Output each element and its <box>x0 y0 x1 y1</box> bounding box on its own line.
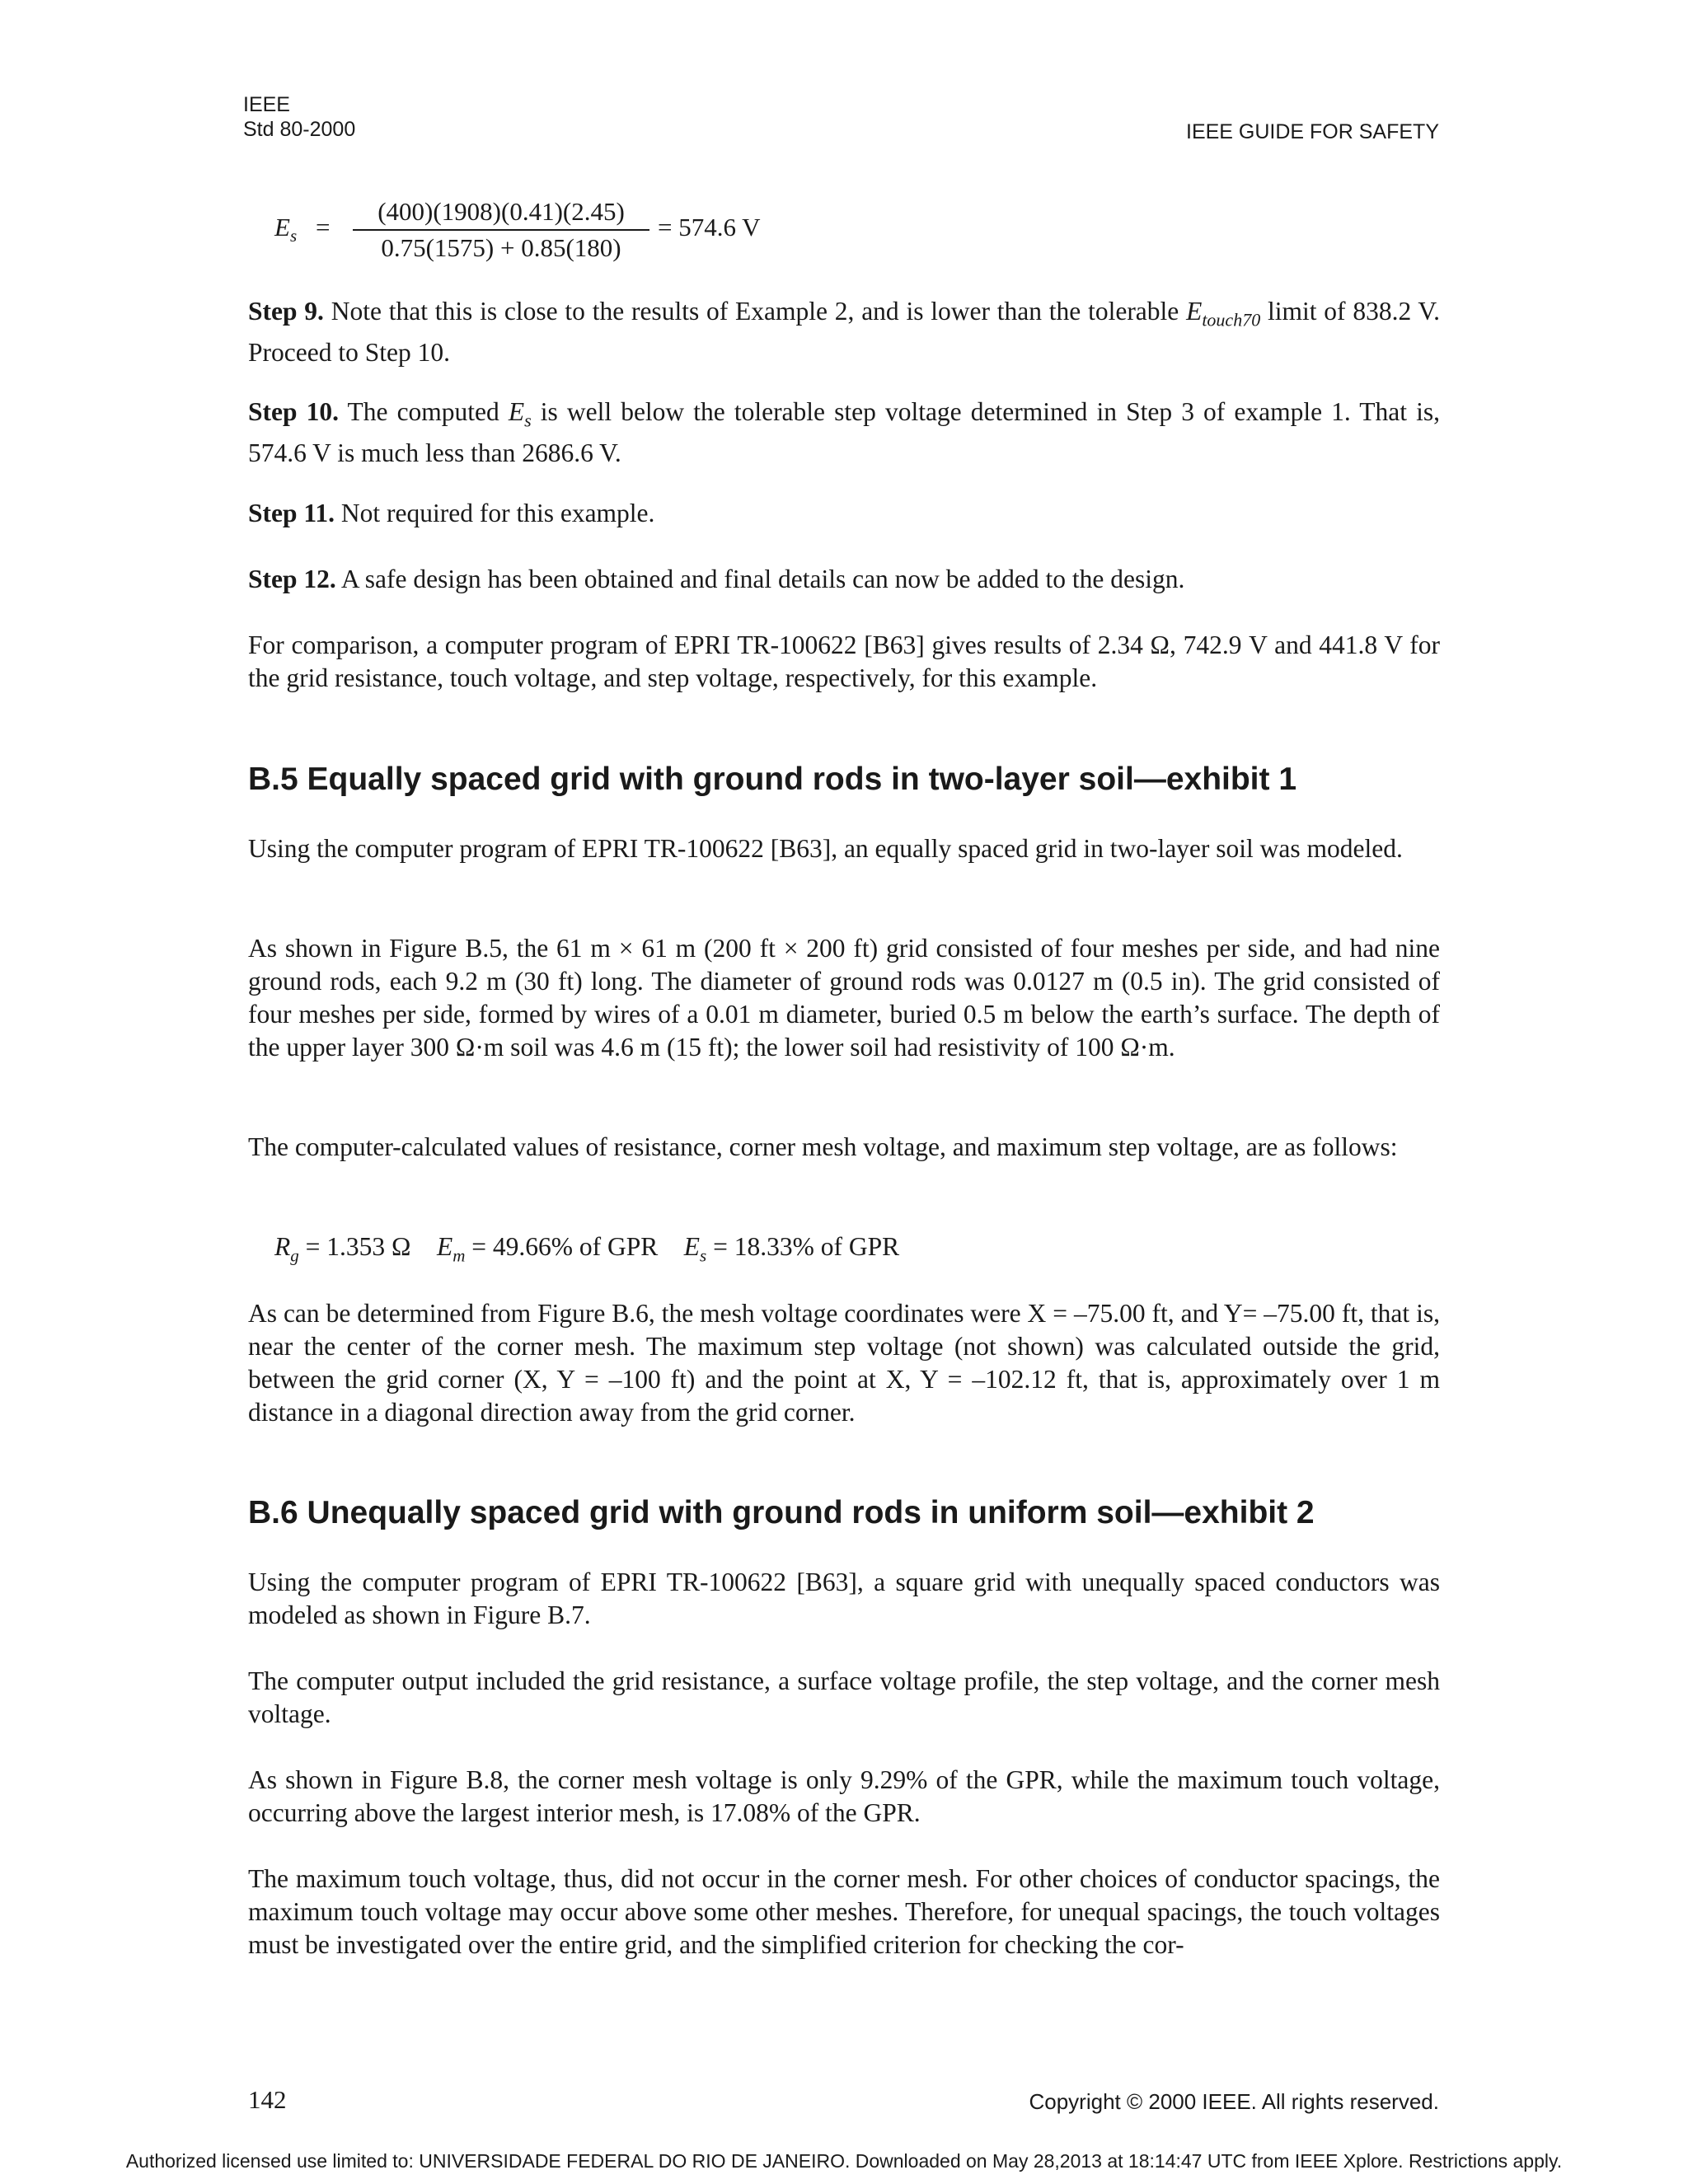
equation-result: = 574.6 V <box>658 213 761 241</box>
b5-paragraph-1: Using the computer program of EPRI TR-100622 [B63], an equally spaced grid in two-layer soil was modeled. <box>248 834 1403 863</box>
b6-paragraph-3: As shown in Figure B.8, the corner mesh voltage is only 9.29% of the GPR, while the maximum touch voltage, occurring above the largest interior mesh, is 17.08% of the GPR. <box>248 1765 1440 1827</box>
section-heading-b6: B.6 Unequally spaced grid with ground rods in uniform soil—exhibit 2 <box>248 1495 1315 1530</box>
b5-results-equation: $R_g = 1.353$ Ω $E_m = 49.66\%$ of GPR $E_s = 18.33\%$ of GPR <box>274 1232 900 1266</box>
step-11: Step 11. Not required for this example. <box>248 499 655 527</box>
step-10: Step 10. The computed $E_s$ is well below the tolerable step voltage determined in Step 3 of example 1. That is, 574.6 V is much less than 2686.6 V. <box>248 397 1440 468</box>
header-org: IEEE <box>243 93 290 116</box>
inline-variable: $E_{touch70}$ <box>1186 297 1261 330</box>
b5-paragraph-3: The computer-calculated values of resistance, corner mesh voltage, and maximum step voltage, are as follows: <box>248 1132 1398 1161</box>
b5-paragraph-2: As shown in Figure B.5, the 61 m × 61 m (200 ft × 200 ft) grid consisted of four meshes per side, and had nine ground rods, each 9.2 m (30 ft) long. The diameter of ground rods was 0.0127 m (0.5 in). The grid consisted of four meshes per side, formed by wires of a 0.01 m diameter, buried 0.5 m below the earth’s surface. The depth of the upper layer 300 Ω·m soil was 4.6 m (15 ft); the lower soil had resistivity of 100 Ω·m. <box>248 934 1440 1062</box>
step-label: Step 10. <box>248 397 339 426</box>
equation-fraction <box>353 196 649 264</box>
b5-paragraph-4: As can be determined from Figure B.6, the mesh voltage coordinates were X = –75.00 ft, and Y= –75.00 ft, that is, near the center of the corner mesh. The maximum step voltage (not shown) was calculated outside the grid, between the grid corner (X, Y = –100 ft) and the point at X, Y = –102.12 ft, that is, approximately over 1 m distance in a diagonal direction away from the grid corner. <box>248 1299 1440 1427</box>
step-12: Step 12. A safe design has been obtained and final details can now be added to the design. <box>248 565 1185 593</box>
equation-es <box>274 196 851 270</box>
b6-paragraph-4: The maximum touch voltage, thus, did not occur in the corner mesh. For other choices of conductor spacings, the maximum touch voltage may occur above some other meshes. Therefore, for unequal spacings, the touch voltages must be investigated over the entire grid, and the simplified criterion for checking the cor- <box>248 1864 1440 1959</box>
step-label: Step 11. <box>248 499 335 527</box>
section-heading-b5: B.5 Equally spaced grid with ground rods in two-layer soil—exhibit 1 <box>248 762 1297 797</box>
copyright-notice: Copyright © 2000 IEEE. All rights reserved. <box>1029 2089 1439 2114</box>
step-label: Step 12. <box>248 565 336 593</box>
equation-denominator: 0.75(1575) + 0.85(180) <box>381 233 621 262</box>
license-notice: Authorized licensed use limited to: UNIVERSIDADE FEDERAL DO RIO DE JANEIRO. Downloaded on May 28,2013 at 18:14:47 UTC from IEEE Xplore. Restrictions apply. <box>125 2150 1563 2172</box>
equation-numerator: (400)(1908)(0.41)(2.45) <box>377 197 625 226</box>
comparison-paragraph: For comparison, a computer program of EPRI TR-100622 [B63] gives results of 2.34 Ω, 742.9 V and 441.8 V for the grid resistance, touch voltage, and step voltage, respectively, for this example. <box>248 630 1440 692</box>
header-std: Std 80-2000 <box>243 118 356 141</box>
b6-paragraph-1: Using the computer program of EPRI TR-100622 [B63], a square grid with unequally spaced conductors was modeled as shown in Figure B.7. <box>248 1568 1440 1629</box>
step-label: Step 9. <box>248 297 324 326</box>
page-number: 142 <box>248 2085 287 2114</box>
inline-variable: $E_s$ <box>508 397 532 431</box>
equation-equals: = <box>316 213 331 241</box>
equation-lhs: $E_s$ <box>274 213 298 246</box>
running-header-left <box>243 92 355 142</box>
step-9: Step 9. Note that this is close to the results of Example 2, and is lower than the tolerable $E_{touch70}$ limit of 838.2 V. Proceed to Step 10. <box>248 297 1440 368</box>
fraction-bar <box>353 229 649 231</box>
running-header-title: IEEE GUIDE FOR SAFETY <box>1186 120 1439 143</box>
b6-paragraph-2: The computer output included the grid resistance, a surface voltage profile, the step voltage, and the corner mesh voltage. <box>248 1666 1440 1728</box>
